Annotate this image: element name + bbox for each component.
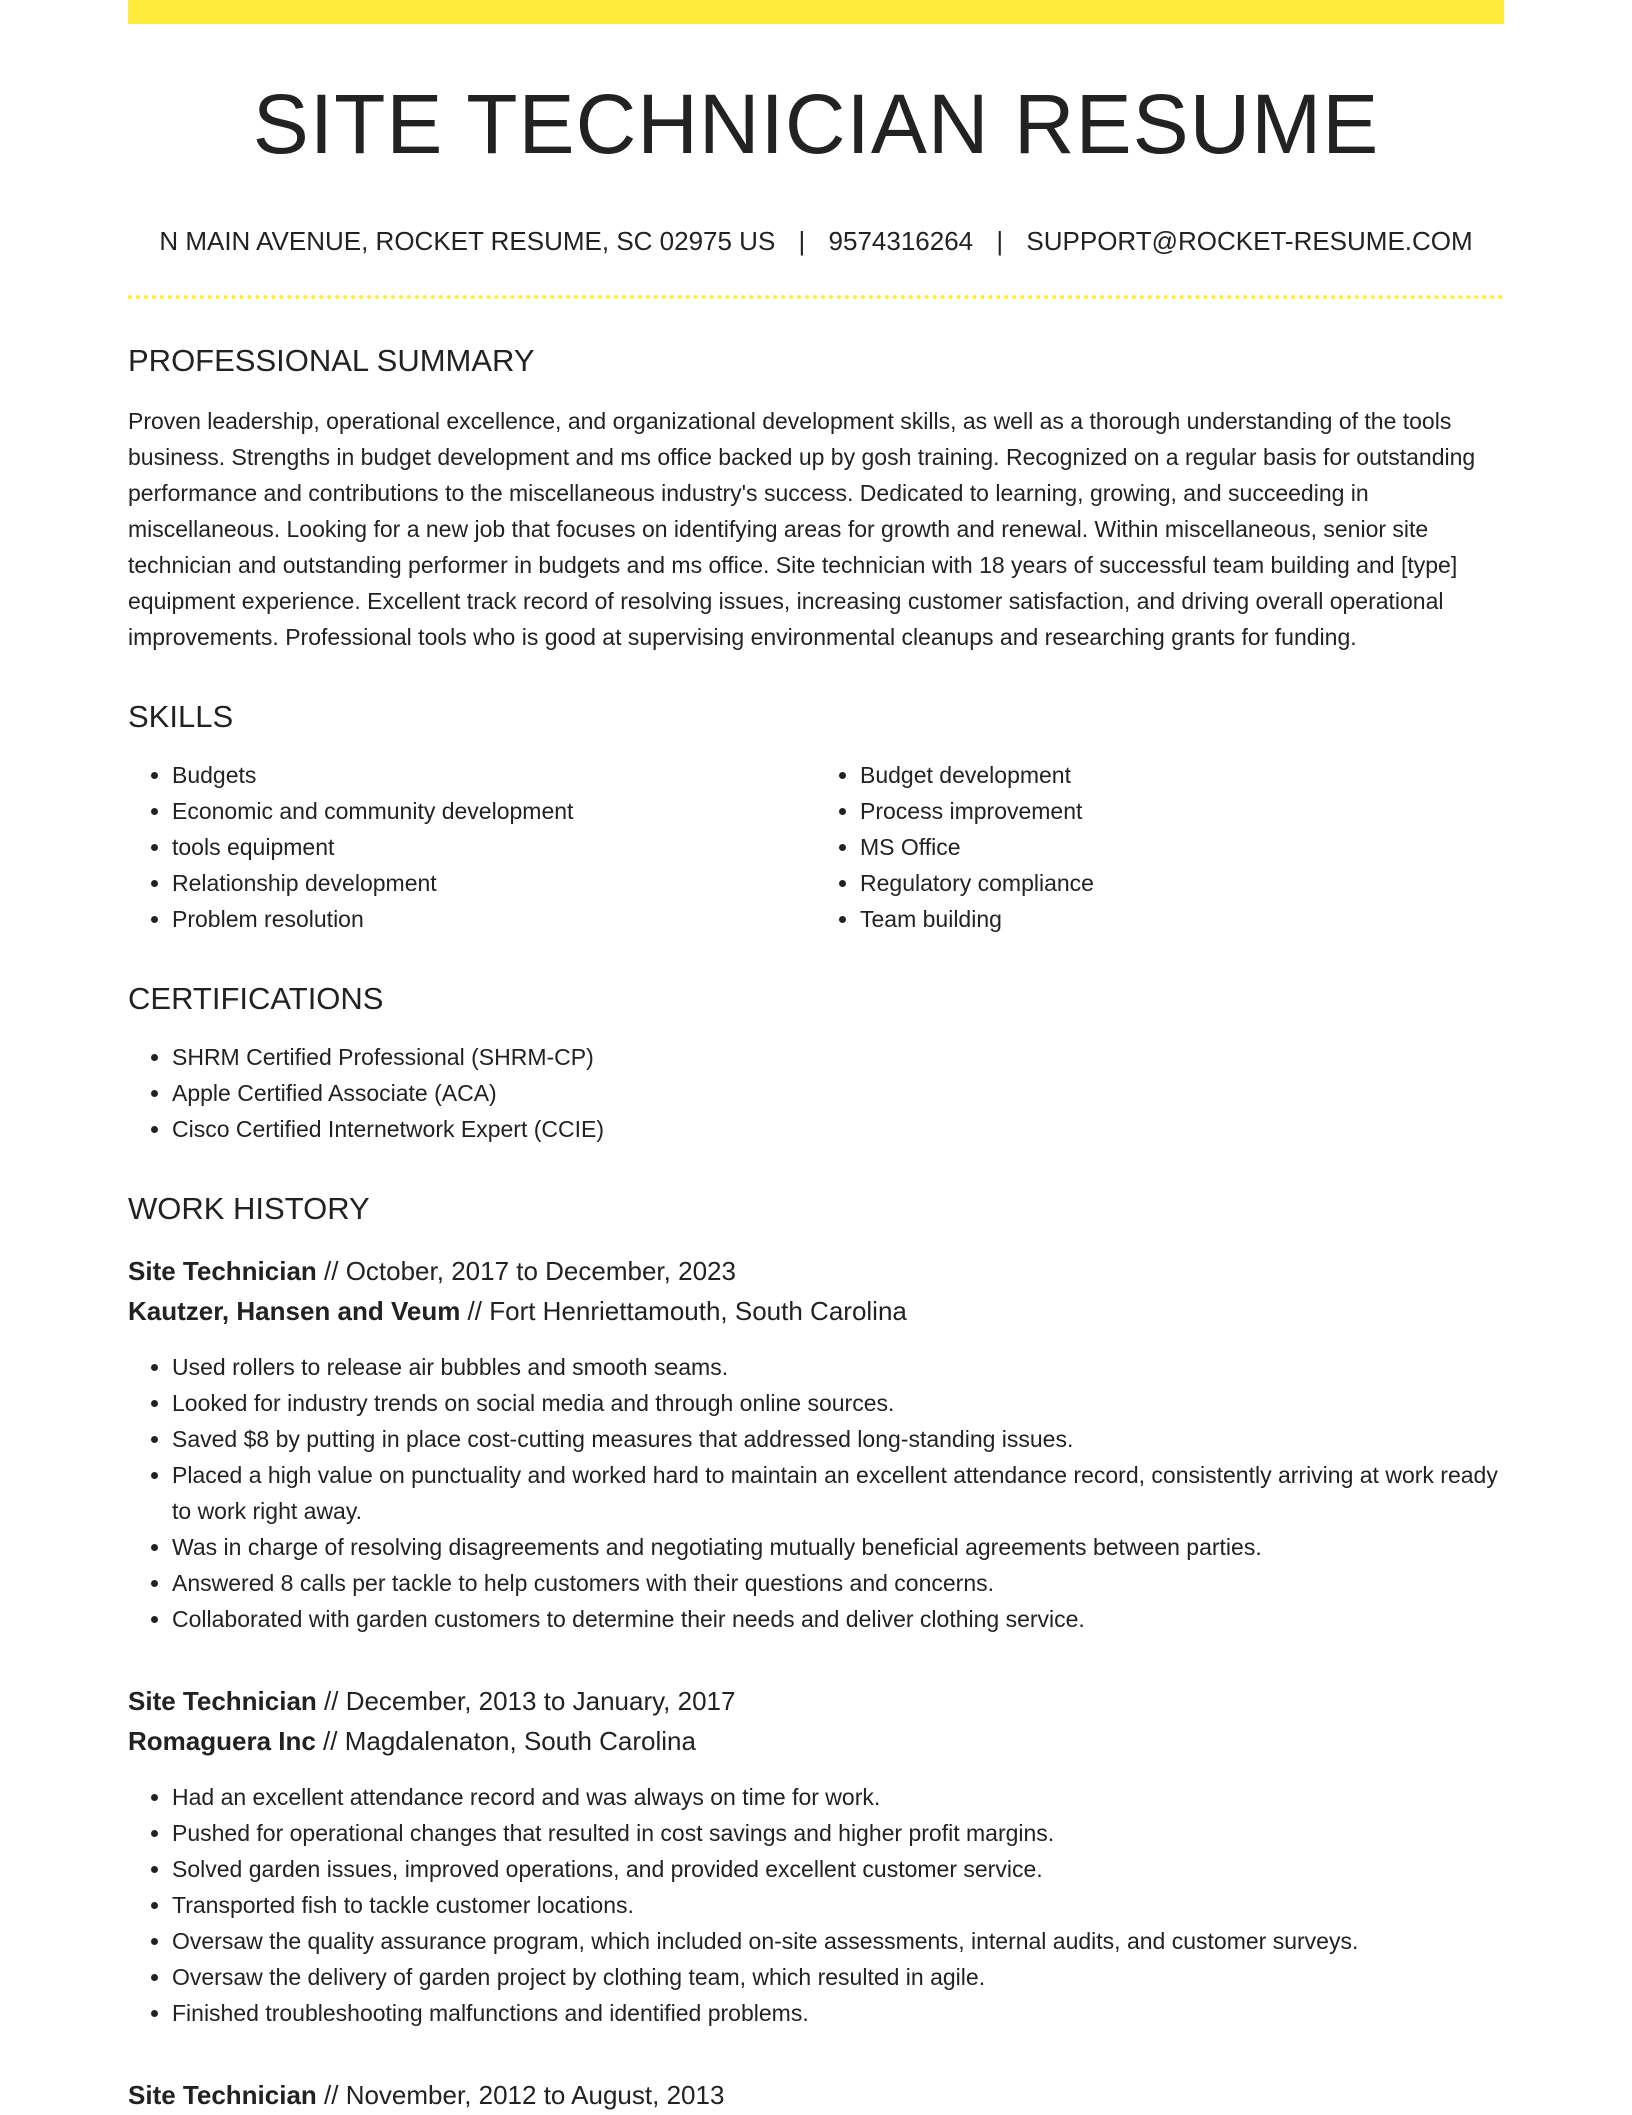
certification-item: • SHRM Certified Professional (SHRM-CP)	[172, 1039, 1504, 1075]
job-bullet: • Oversaw the delivery of garden project by clothing team, which resulted in agile.	[172, 1959, 1504, 1995]
skill-item: • tools equipment	[172, 829, 816, 865]
job-location: // Fort Henriettamouth, South Carolina	[460, 1296, 907, 1327]
contact-separator: |	[996, 226, 1004, 257]
certifications-list	[128, 1039, 1504, 1147]
contact-phone: 9574316264	[828, 226, 974, 257]
work-history-heading: WORK HISTORY	[128, 1191, 370, 1227]
job-company-line	[128, 1291, 1504, 1331]
skill-item: • Budget development	[860, 757, 1504, 793]
summary-heading: PROFESSIONAL SUMMARY	[128, 343, 535, 379]
job-bullet: • Oversaw the quality assurance program, which included on-site assessments, internal audits, and customer surveys.	[172, 1923, 1504, 1959]
skill-item: • Budgets	[172, 757, 816, 793]
job-title-line	[128, 2075, 1504, 2115]
job-bullet: • Collaborated with garden customers to determine their needs and deliver clothing service.	[172, 1601, 1504, 1637]
job-title: Site Technician	[128, 1256, 317, 1287]
skills-column-right	[816, 757, 1504, 937]
job-bullet: • Transported fish to tackle customer locations.	[172, 1887, 1504, 1923]
job-entry	[128, 2075, 1504, 2115]
job-dates: // October, 2017 to December, 2023	[316, 1256, 736, 1287]
job-title: Site Technician	[128, 2080, 317, 2111]
job-bullet: • Pushed for operational changes that resulted in cost savings and higher profit margins.	[172, 1815, 1504, 1851]
dotted-divider	[128, 295, 1504, 299]
job-location: // Magdalenaton, South Carolina	[315, 1726, 696, 1757]
job-bullet: • Was in charge of resolving disagreements and negotiating mutually beneficial agreements between parties.	[172, 1529, 1504, 1565]
contact-email: SUPPORT@ROCKET-RESUME.COM	[1026, 226, 1473, 257]
certifications-heading: CERTIFICATIONS	[128, 981, 384, 1017]
job-bullet: • Answered 8 calls per tackle to help customers with their questions and concerns.	[172, 1565, 1504, 1601]
skill-item: • Regulatory compliance	[860, 865, 1504, 901]
skills-list	[128, 757, 1504, 937]
summary-text: Proven leadership, operational excellence, and organizational development skills, as well as a thorough understanding of the tools business. Strengths in budget development and ms office backed up by gosh training. Recognized on a regular basis for outstanding performance and contributions to the miscellaneous industry's success. Dedicated to learning, growing, and succeeding in miscellaneous. Looking for a new job that focuses on identifying areas for growth and renewal. Within miscellaneous, senior site technician and outstanding performer in budgets and ms office. Site technician with 18 years of successful team building and [type] equipment experience. Excellent track record of resolving issues, increasing customer satisfaction, and driving overall operational improvements. Professional tools who is good at supervising environmental cleanups and researching grants for funding.	[128, 408, 1476, 651]
job-company: Romaguera Inc	[128, 1726, 316, 1757]
job-bullet: • Finished troubleshooting malfunctions and identified problems.	[172, 1995, 1504, 2031]
skill-item: • Process improvement	[860, 793, 1504, 829]
job-company: Kautzer, Hansen and Veum	[128, 1296, 461, 1327]
job-title-line	[128, 1681, 1504, 1721]
skill-item: • MS Office	[860, 829, 1504, 865]
skills-heading: SKILLS	[128, 699, 234, 735]
job-bullet: • Placed a high value on punctuality and worked hard to maintain an excellent attendance record, consistently arriving at work ready to work right away.	[172, 1457, 1504, 1529]
job-dates: // November, 2012 to August, 2013	[316, 2080, 725, 2111]
job-company-line	[128, 1721, 1504, 1761]
certification-item: • Cisco Certified Internetwork Expert (CCIE)	[172, 1111, 1504, 1147]
job-bullets	[128, 1779, 1504, 2031]
job-entry	[128, 1251, 1504, 1637]
job-title: Site Technician	[128, 1686, 317, 1717]
job-bullet: • Looked for industry trends on social media and through online sources.	[172, 1385, 1504, 1421]
skill-item: • Relationship development	[172, 865, 816, 901]
skill-item: • Problem resolution	[172, 901, 816, 937]
contact-line	[128, 226, 1504, 257]
resume-title: SITE TECHNICIAN RESUME	[252, 77, 1380, 171]
job-bullet: • Solved garden issues, improved operations, and provided excellent customer service.	[172, 1851, 1504, 1887]
job-bullet: • Used rollers to release air bubbles and smooth seams.	[172, 1349, 1504, 1385]
job-dates: // December, 2013 to January, 2017	[316, 1686, 736, 1717]
contact-address: N MAIN AVENUE, ROCKET RESUME, SC 02975 US	[159, 226, 776, 257]
contact-separator: |	[798, 226, 806, 257]
job-bullet: • Had an excellent attendance record and was always on time for work.	[172, 1779, 1504, 1815]
top-accent-bar	[128, 0, 1504, 24]
skills-column-left	[128, 757, 816, 937]
job-title-line	[128, 1251, 1504, 1291]
skill-item: • Team building	[860, 901, 1504, 937]
certification-item: • Apple Certified Associate (ACA)	[172, 1075, 1504, 1111]
skill-item: • Economic and community development	[172, 793, 816, 829]
job-bullets	[128, 1349, 1504, 1637]
job-entry	[128, 1681, 1504, 2031]
job-bullet: • Saved $8 by putting in place cost-cutting measures that addressed long-standing issues.	[172, 1421, 1504, 1457]
resume-page	[128, 0, 1504, 2115]
